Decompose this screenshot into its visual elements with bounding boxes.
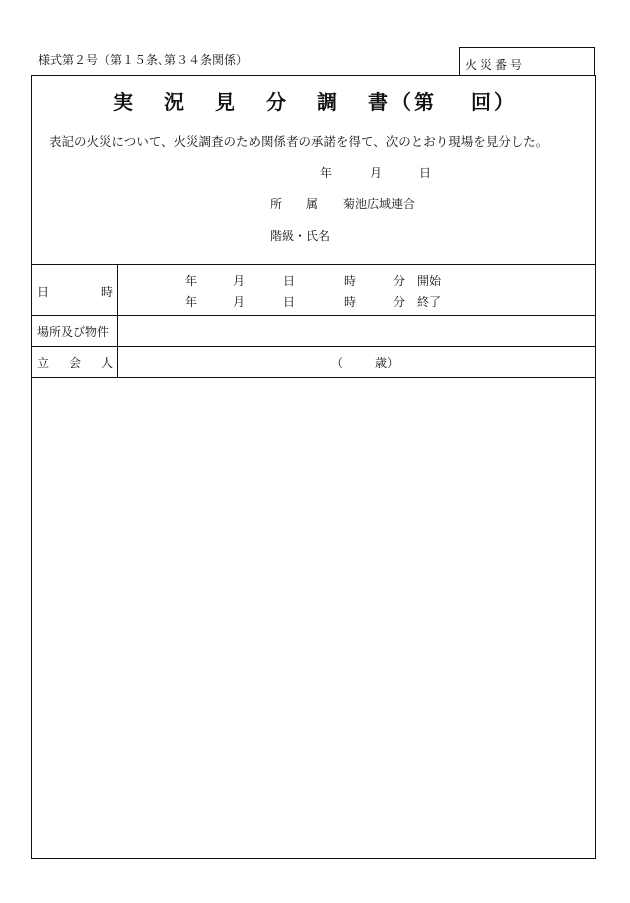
witness-label-char: 会 bbox=[69, 356, 82, 370]
table-line-1 bbox=[31, 315, 596, 316]
title-char: 書 bbox=[368, 90, 391, 114]
table-bottom-line bbox=[31, 377, 596, 378]
date-year: 年 bbox=[320, 166, 333, 180]
affiliation-label: 所 属 bbox=[270, 197, 319, 211]
witness-label-char: 立 bbox=[37, 356, 50, 370]
title-char: 実 bbox=[113, 90, 136, 114]
document-frame bbox=[31, 75, 596, 859]
fire-number-label: 火災番号 bbox=[465, 58, 526, 72]
age-close: 歳） bbox=[375, 356, 400, 370]
table-top-line bbox=[31, 264, 596, 265]
start-label: 開始 bbox=[417, 274, 442, 288]
date-month: 月 bbox=[370, 166, 383, 180]
age-open: （ bbox=[331, 356, 344, 370]
title-suffix-close: 回） bbox=[471, 90, 517, 114]
start-minute: 分 bbox=[393, 274, 406, 288]
table-line-2 bbox=[31, 346, 596, 347]
form-code: 様式第２号（第１５条､第３４条関係） bbox=[38, 53, 249, 67]
affiliation-value: 菊池広域連合 bbox=[343, 197, 416, 211]
fire-number-box bbox=[459, 47, 595, 75]
end-label: 終了 bbox=[417, 295, 442, 309]
witness-label-char: 人 bbox=[101, 356, 114, 370]
title-char: 見 bbox=[215, 90, 238, 114]
title-char: 況 bbox=[164, 90, 187, 114]
start-month: 月 bbox=[233, 274, 246, 288]
rank-name-label: 階級・氏名 bbox=[270, 229, 331, 243]
datetime-label-right: 時 bbox=[101, 285, 114, 299]
datetime-label-left: 日 bbox=[37, 285, 50, 299]
title-char: 分 bbox=[266, 90, 289, 114]
date-day: 日 bbox=[419, 166, 432, 180]
end-month: 月 bbox=[233, 295, 246, 309]
location-label: 場所及び物件 bbox=[37, 325, 110, 339]
end-day: 日 bbox=[283, 295, 296, 309]
start-year: 年 bbox=[185, 274, 198, 288]
statement-text: 表記の火災について、火災調査のため関係者の承諾を得て、次のとおり現場を見分した。 bbox=[49, 134, 549, 149]
end-hour: 時 bbox=[344, 295, 357, 309]
start-hour: 時 bbox=[344, 274, 357, 288]
title-char: 調 bbox=[317, 90, 340, 114]
document-title bbox=[0, 86, 630, 115]
start-day: 日 bbox=[283, 274, 296, 288]
end-minute: 分 bbox=[393, 295, 406, 309]
end-year: 年 bbox=[185, 295, 198, 309]
table-column-divider bbox=[117, 264, 118, 377]
title-suffix-open: （第 bbox=[391, 90, 437, 114]
